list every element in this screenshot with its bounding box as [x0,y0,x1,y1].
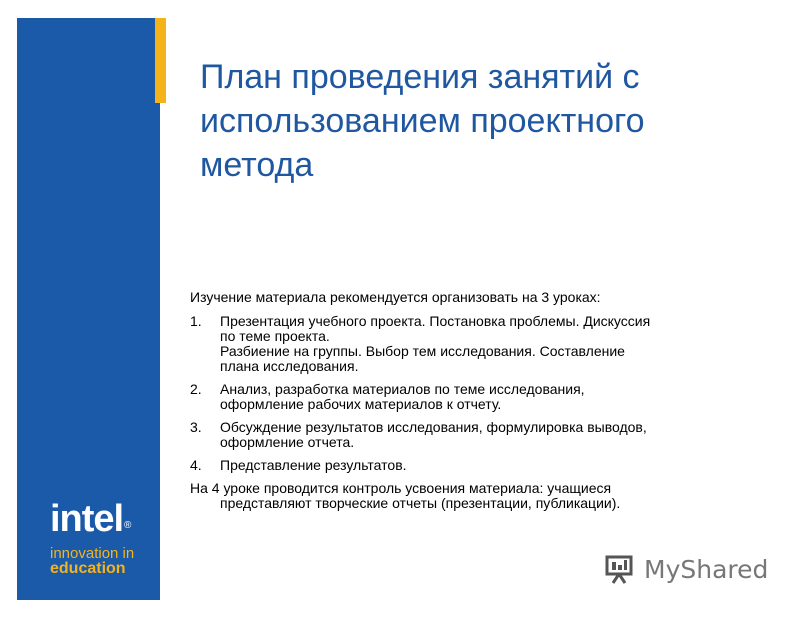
watermark[interactable] [604,552,774,586]
logo-wordmark: intel [50,498,124,540]
list-item-text: оформление рабочих материалов к отчету. [220,396,502,412]
accent-bar [155,18,166,103]
list-item-number: 4. [190,457,202,473]
list-item [190,382,750,412]
intel-logo [50,500,150,576]
logo-tagline [50,546,150,576]
list-item-text: по теме проекта. [220,328,330,344]
outro-text [190,481,750,511]
tagline-line-1: innovation in [50,545,135,562]
list-item-text: плана исследования. [220,358,359,374]
title-line-2: использованием проектного [200,102,645,140]
list-item-text: Анализ, разработка материалов по теме исследования, [220,381,585,397]
slide-title [200,55,760,187]
list-item-text: Разбиение на группы. Выбор тем исследования. Составление [220,343,625,359]
list-item-number: 2. [190,381,202,397]
list-item [190,314,750,374]
title-line-1: План проведения занятий с [200,58,640,96]
list-item-text: Представление результатов. [220,457,407,473]
slide-body [190,290,750,511]
list-item-text: Обсуждение результатов исследования, формулировка выводов, [220,419,647,435]
list-item-number: 3. [190,419,202,435]
watermark-text: MyShared [644,555,769,584]
list-item [190,420,750,450]
logo-registered-mark: ® [124,520,132,531]
list-item-number: 1. [190,313,202,329]
outro-line-2: представляют творческие отчеты (презентации, публикации). [220,495,621,511]
intro-text: Изучение материала рекомендуется организовать на 3 уроках: [190,289,601,305]
title-line-3: метода [200,146,314,184]
list-item-text: оформление отчета. [220,434,355,450]
list-item [190,458,750,473]
outro-line-1: На 4 уроке проводится контроль усвоения материала: учащиеся [190,480,612,496]
lesson-list [190,314,750,473]
list-item-text: Презентация учебного проекта. Постановка проблемы. Дискуссия [220,313,651,329]
presentation-board-icon [604,554,634,584]
tagline-line-2: education [50,560,126,577]
